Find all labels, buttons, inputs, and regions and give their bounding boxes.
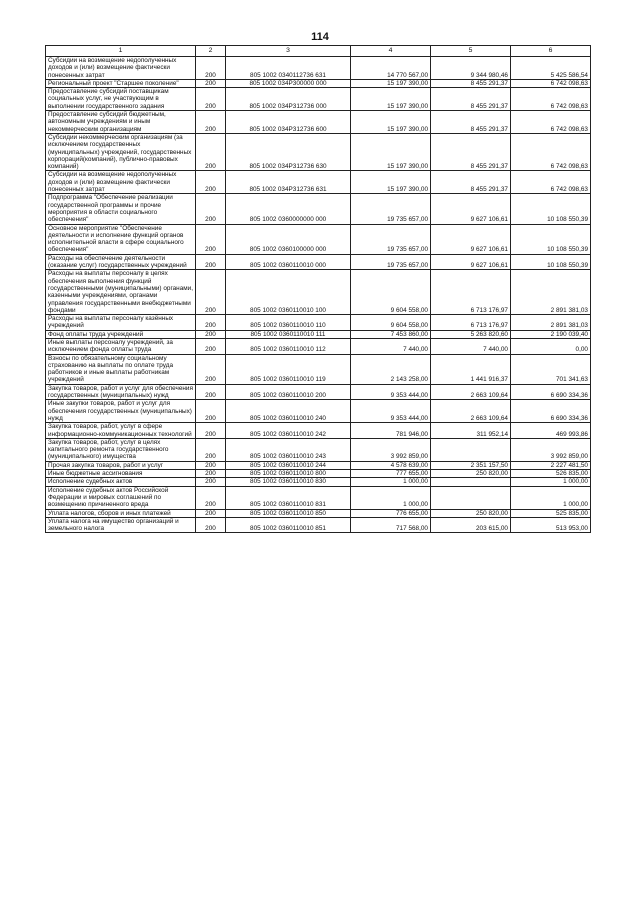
row-col6-cell: 6 742 098,63 [511, 88, 591, 111]
row-kbk-cell: 805 1002 0360110010 800 [226, 470, 351, 478]
row-kbk-cell: 805 1002 0360110010 831 [226, 486, 351, 509]
row-code-cell: 200 [196, 171, 226, 194]
row-col4-cell: 7 453 860,00 [351, 330, 431, 338]
table-row [46, 384, 591, 400]
column-header: 2 [196, 46, 226, 57]
row-col5-cell: 8 455 291,37 [431, 88, 511, 111]
row-name-cell: Уплата налогов, сборов и иных платежей [46, 509, 196, 517]
table-row [46, 338, 591, 354]
row-code-cell: 200 [196, 79, 226, 87]
table-row [46, 224, 591, 254]
row-code-cell: 200 [196, 315, 226, 331]
row-name-cell: Исполнение судебных актов Российской Федерации и мировых соглашений по возмещению причиненного вреда [46, 486, 196, 509]
row-col4-cell: 15 197 390,00 [351, 111, 431, 134]
row-code-cell: 200 [196, 478, 226, 486]
row-code-cell: 200 [196, 517, 226, 533]
table-row [46, 88, 591, 111]
row-kbk-cell: 805 1002 034P312736 630 [226, 133, 351, 170]
row-name-cell: Субсидии на возмещение недополученных доходов и (или) возмещение фактически понесенных затрат [46, 171, 196, 194]
row-code-cell: 200 [196, 400, 226, 423]
row-name-cell: Основное мероприятие "Обеспечение деятельности и исполнение функций органов исполнительной власти в сфере социального обеспечения" [46, 224, 196, 254]
row-col4-cell: 15 197 390,00 [351, 171, 431, 194]
table-row [46, 330, 591, 338]
row-col5-cell: 8 455 291,37 [431, 171, 511, 194]
row-kbk-cell: 805 1002 0360110010 243 [226, 438, 351, 461]
table-row [46, 133, 591, 170]
row-col6-cell: 513 953,00 [511, 517, 591, 533]
row-name-cell: Прочая закупка товаров, работ и услуг [46, 461, 196, 469]
row-col5-cell: 9 627 106,61 [431, 194, 511, 224]
row-code-cell: 200 [196, 330, 226, 338]
row-col6-cell: 10 108 550,39 [511, 224, 591, 254]
row-col4-cell: 19 735 657,00 [351, 224, 431, 254]
row-col6-cell: 10 108 550,39 [511, 254, 591, 270]
row-col6-cell: 0,00 [511, 338, 591, 354]
row-name-cell: Закупка товаров, работ и услуг для обеспечения государственных (муниципальных) нужд [46, 384, 196, 400]
row-col6-cell: 6 742 098,63 [511, 79, 591, 87]
row-col5-cell [431, 438, 511, 461]
table-row [46, 171, 591, 194]
row-col5-cell: 7 440,00 [431, 338, 511, 354]
row-col5-cell: 9 344 980,46 [431, 57, 511, 80]
row-col6-cell: 525 835,00 [511, 509, 591, 517]
row-name-cell: Уплата налога на имущество организаций и земельного налога [46, 517, 196, 533]
row-col6-cell: 6 690 334,36 [511, 400, 591, 423]
row-name-cell: Закупка товаров, работ, услуг в сфере информационно-коммуникационных технологий [46, 423, 196, 439]
row-col5-cell: 2 663 109,64 [431, 384, 511, 400]
table-row [46, 57, 591, 80]
table-row [46, 517, 591, 533]
row-kbk-cell: 805 1002 0360110010 110 [226, 315, 351, 331]
row-col4-cell: 19 735 657,00 [351, 254, 431, 270]
row-col5-cell: 2 663 109,64 [431, 400, 511, 423]
row-kbk-cell: 805 1002 0360110010 851 [226, 517, 351, 533]
row-col6-cell: 1 000,00 [511, 486, 591, 509]
table-row [46, 470, 591, 478]
row-col6-cell: 701 341,63 [511, 354, 591, 384]
row-kbk-cell: 805 1002 0360110010 112 [226, 338, 351, 354]
row-kbk-cell: 805 1002 0360110010 200 [226, 384, 351, 400]
row-col4-cell: 9 604 558,00 [351, 315, 431, 331]
row-name-cell: Иные бюджетные ассигнования [46, 470, 196, 478]
table-row [46, 438, 591, 461]
row-col4-cell: 4 578 639,00 [351, 461, 431, 469]
row-code-cell: 200 [196, 111, 226, 134]
row-code-cell: 200 [196, 461, 226, 469]
row-col6-cell: 3 992 859,00 [511, 438, 591, 461]
column-header: 6 [511, 46, 591, 57]
row-col4-cell: 781 946,00 [351, 423, 431, 439]
row-col5-cell: 250 820,00 [431, 470, 511, 478]
row-kbk-cell: 805 1002 034P312736 600 [226, 111, 351, 134]
row-col6-cell: 526 835,00 [511, 470, 591, 478]
row-name-cell: Взносы по обязательному социальному страхованию на выплаты по оплате труда работников и иные выплаты работникам учреждений [46, 354, 196, 384]
table-row [46, 194, 591, 224]
row-col6-cell: 6 742 098,63 [511, 133, 591, 170]
row-col5-cell: 6 713 176,97 [431, 315, 511, 331]
row-col5-cell: 8 455 291,37 [431, 111, 511, 134]
row-col6-cell: 2 227 481,50 [511, 461, 591, 469]
table-row [46, 461, 591, 469]
row-name-cell: Исполнение судебных актов [46, 478, 196, 486]
row-kbk-cell: 805 1002 034P300000 000 [226, 79, 351, 87]
row-name-cell: Расходы на обеспечение деятельности (оказание услуг) государственных учреждений [46, 254, 196, 270]
row-col5-cell: 1 441 916,37 [431, 354, 511, 384]
row-col5-cell: 5 263 820,60 [431, 330, 511, 338]
row-col4-cell: 776 655,00 [351, 509, 431, 517]
table-row [46, 423, 591, 439]
row-code-cell: 200 [196, 354, 226, 384]
row-code-cell: 200 [196, 509, 226, 517]
row-kbk-cell: 805 1002 0360110010 242 [226, 423, 351, 439]
row-code-cell: 200 [196, 438, 226, 461]
table-row [46, 111, 591, 134]
row-code-cell: 200 [196, 224, 226, 254]
row-code-cell: 200 [196, 384, 226, 400]
row-kbk-cell: 805 1002 0360100000 000 [226, 224, 351, 254]
row-col4-cell: 717 568,00 [351, 517, 431, 533]
row-code-cell: 200 [196, 194, 226, 224]
row-col4-cell: 777 655,00 [351, 470, 431, 478]
row-code-cell: 200 [196, 486, 226, 509]
row-col6-cell: 6 742 098,63 [511, 171, 591, 194]
row-kbk-cell: 805 1002 0360110010 000 [226, 254, 351, 270]
row-name-cell: Иные выплаты персоналу учреждений, за исключением фонда оплаты труда [46, 338, 196, 354]
table-row [46, 509, 591, 517]
row-col4-cell: 2 143 258,00 [351, 354, 431, 384]
row-kbk-cell: 805 1002 0360110010 830 [226, 478, 351, 486]
row-col6-cell: 469 993,86 [511, 423, 591, 439]
row-col5-cell: 2 351 157,50 [431, 461, 511, 469]
row-col6-cell: 5 425 586,54 [511, 57, 591, 80]
page-number: 114 [311, 31, 329, 43]
row-code-cell: 200 [196, 88, 226, 111]
row-col5-cell: 9 627 106,61 [431, 224, 511, 254]
row-kbk-cell: 805 1002 0360110010 850 [226, 509, 351, 517]
row-col4-cell: 1 000,00 [351, 478, 431, 486]
row-name-cell: Субсидии некоммерческим организациям (за исключением государственных (муниципальных) учреждений, государственных корпораций(компаний), публично-правовых компаний) [46, 133, 196, 170]
row-col6-cell: 2 891 381,03 [511, 315, 591, 331]
row-col6-cell: 6 742 098,63 [511, 111, 591, 134]
row-code-cell: 200 [196, 133, 226, 170]
row-col4-cell: 15 197 390,00 [351, 88, 431, 111]
row-kbk-cell: 805 1002 0360110010 111 [226, 330, 351, 338]
table-row [46, 486, 591, 509]
row-name-cell: Предоставление субсидий поставщикам социальных услуг, не участвующим в выполнении государственного задания [46, 88, 196, 111]
row-col6-cell: 2 891 381,03 [511, 270, 591, 315]
row-col6-cell: 10 108 550,39 [511, 194, 591, 224]
row-col5-cell: 203 615,00 [431, 517, 511, 533]
table-row [46, 254, 591, 270]
row-col4-cell: 9 353 444,00 [351, 400, 431, 423]
row-col5-cell: 6 713 176,97 [431, 270, 511, 315]
row-col5-cell [431, 486, 511, 509]
row-name-cell: Подпрограмма "Обеспечение реализации государственной программы и прочие мероприятия в области социального обеспечения" [46, 194, 196, 224]
table-row [46, 354, 591, 384]
row-col4-cell: 1 000,00 [351, 486, 431, 509]
column-header: 5 [431, 46, 511, 57]
table-row [46, 478, 591, 486]
row-col4-cell: 7 440,00 [351, 338, 431, 354]
table-row [46, 400, 591, 423]
column-header: 3 [226, 46, 351, 57]
row-kbk-cell: 805 1002 0360110010 240 [226, 400, 351, 423]
row-col4-cell: 3 992 859,00 [351, 438, 431, 461]
row-col4-cell: 9 604 558,00 [351, 270, 431, 315]
column-header: 4 [351, 46, 431, 57]
row-col4-cell: 15 197 390,00 [351, 79, 431, 87]
row-name-cell: Предоставление субсидий бюджетным, автономным учреждениям и иным некоммерческим организациям [46, 111, 196, 134]
row-name-cell: Расходы на выплаты персоналу в целях обеспечения выполнения функций государственными (муниципальными) органами, казенными учреждениями, органами управления государственными внебюджетными фондами [46, 270, 196, 315]
row-col5-cell: 8 455 291,37 [431, 133, 511, 170]
row-col5-cell [431, 478, 511, 486]
row-kbk-cell: 805 1002 0360000000 000 [226, 194, 351, 224]
row-name-cell: Фонд оплаты труда учреждений [46, 330, 196, 338]
row-col5-cell: 250 820,00 [431, 509, 511, 517]
row-col4-cell: 19 735 657,00 [351, 194, 431, 224]
row-kbk-cell: 805 1002 0340112736 631 [226, 57, 351, 80]
row-code-cell: 200 [196, 270, 226, 315]
row-code-cell: 200 [196, 423, 226, 439]
row-code-cell: 200 [196, 254, 226, 270]
row-col4-cell: 15 197 390,00 [351, 133, 431, 170]
row-name-cell: Субсидии на возмещение недополученных доходов и (или) возмещение фактически понесенных затрат [46, 57, 196, 80]
row-name-cell: Иные закупки товаров, работ и услуг для обеспечения государственных (муниципальных) нужд [46, 400, 196, 423]
row-kbk-cell: 805 1002 034P312736 631 [226, 171, 351, 194]
row-name-cell: Расходы на выплаты персоналу казённых учреждений [46, 315, 196, 331]
row-col5-cell: 311 952,14 [431, 423, 511, 439]
table-row [46, 79, 591, 87]
table-row [46, 270, 591, 315]
row-col6-cell: 2 190 039,40 [511, 330, 591, 338]
row-name-cell: Закупка товаров, работ, услуг в целях капитального ремонта государственного (муниципального) имущества [46, 438, 196, 461]
row-col6-cell: 1 000,00 [511, 478, 591, 486]
row-name-cell: Региональный проект "Старшее поколение" [46, 79, 196, 87]
row-kbk-cell: 805 1002 0360110010 119 [226, 354, 351, 384]
row-code-cell: 200 [196, 338, 226, 354]
row-code-cell: 200 [196, 470, 226, 478]
row-col5-cell: 9 627 106,61 [431, 254, 511, 270]
table-row [46, 315, 591, 331]
budget-table [45, 45, 591, 533]
row-col5-cell: 8 455 291,37 [431, 79, 511, 87]
row-col4-cell: 14 770 567,00 [351, 57, 431, 80]
table-header-row [46, 46, 591, 57]
row-code-cell: 200 [196, 57, 226, 80]
row-kbk-cell: 805 1002 0360110010 100 [226, 270, 351, 315]
row-col4-cell: 9 353 444,00 [351, 384, 431, 400]
column-header: 1 [46, 46, 196, 57]
row-col6-cell: 6 690 334,36 [511, 384, 591, 400]
row-kbk-cell: 805 1002 034P312736 000 [226, 88, 351, 111]
row-kbk-cell: 805 1002 0360110010 244 [226, 461, 351, 469]
